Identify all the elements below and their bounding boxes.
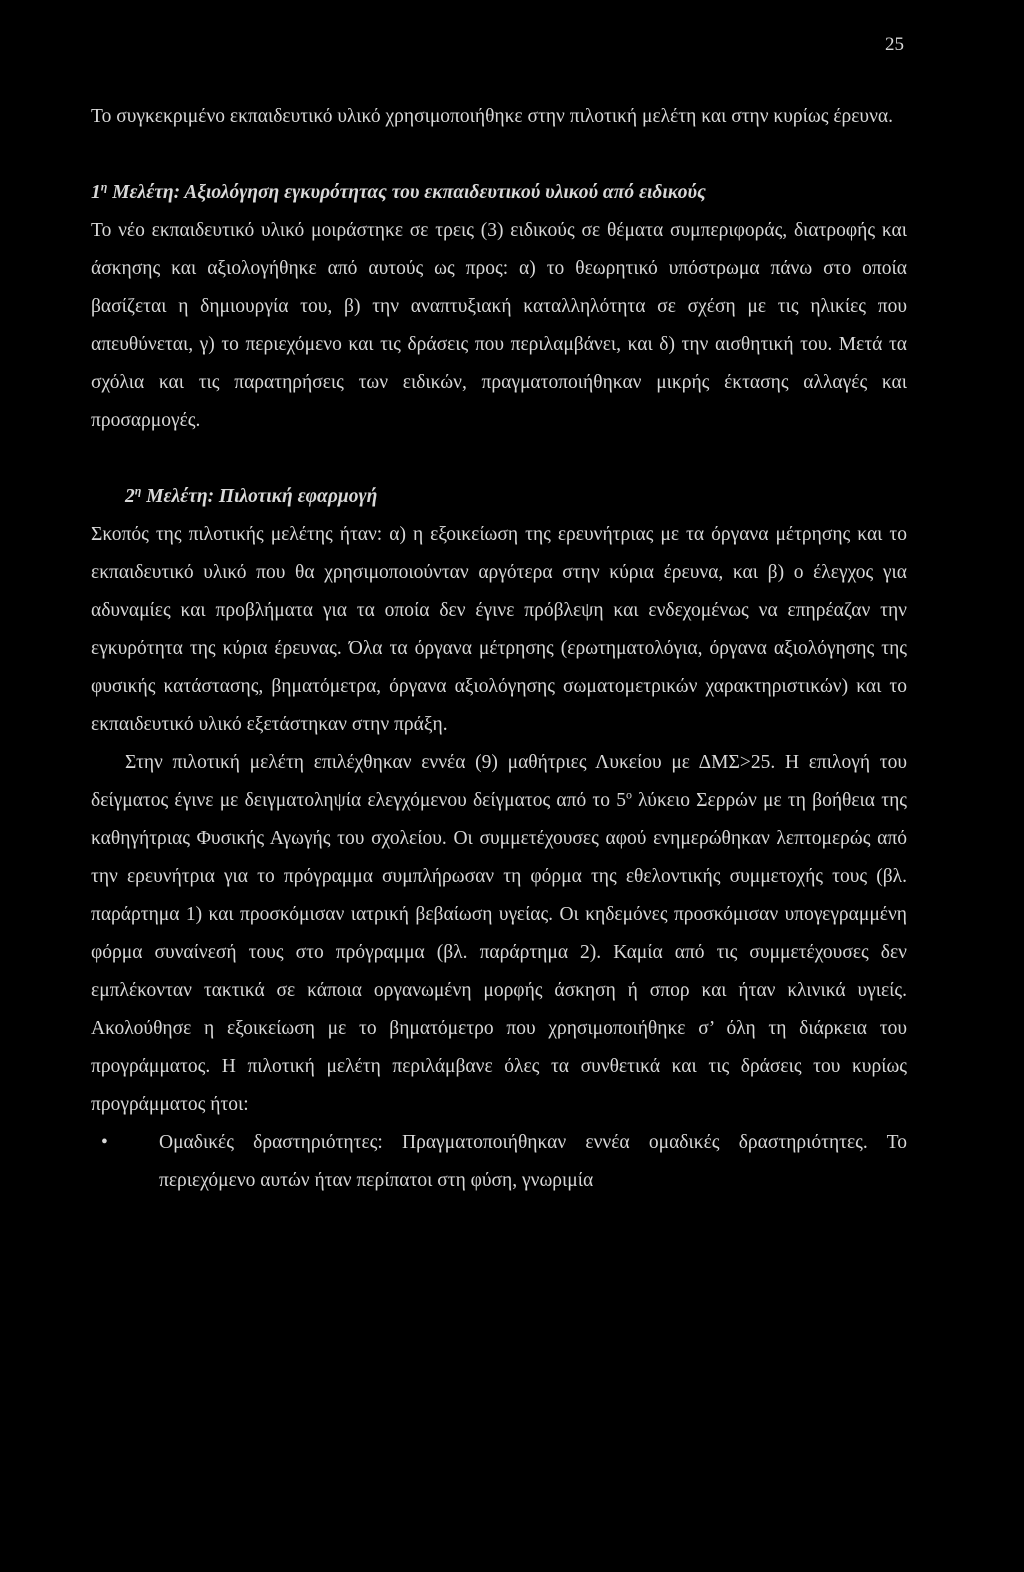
study2-number: 2 xyxy=(125,486,135,507)
list-item xyxy=(91,1124,907,1200)
study2-title: Μελέτη: Πιλοτική εφαρμογή xyxy=(141,486,378,507)
page-number: 25 xyxy=(885,34,904,55)
bullet-icon: • xyxy=(101,1132,108,1153)
study1-paragraph: Το νέο εκπαιδευτικό υλικό μοιράστηκε σε τρεις (3) ειδικούς σε θέματα συμπεριφοράς, διατροφής και άσκησης και αξιολογήθηκε από αυτούς ως προς: α) το θεωρητικό υπόστρωμα πάνω στο οποία βασίζεται η δημιουργία του, β) την αναπτυξιακή καταλληλότητα σε σχέση με τις ηλικίες που απευθύνεται, γ) το περιεχόμενο και τις δράσεις που περιλαμβάνει, και δ) την αισθητική του. Μετά τα σχόλια και τις παρατηρήσεις των ειδικών, πραγματοποιήθηκαν μικρής έκτασης αλλαγές και προσαρμογές. xyxy=(91,220,907,431)
intro-paragraph: Το συγκεκριμένο εκπαιδευτικό υλικό χρησιμοποιήθηκε στην πιλοτική μελέτη και στην κυρίως έρευνα. xyxy=(91,106,893,127)
study1-title: Μελέτη: Αξιολόγηση εγκυρότητας του εκπαιδευτικού υλικού από ειδικούς xyxy=(107,182,706,203)
study2-paragraph-2-part-b: λύκειο Σερρών με τη βοήθεια της καθηγήτριας Φυσικής Αγωγής του σχολείου. Οι συμμετέχουσες αφού ενημερώθηκαν λεπτομερώς από την ερευνήτρια για το πρόγραμμα συμπλήρωσαν τη φόρμα της εθελοντικής συμμετοχής τους (βλ. παράρτημα 1) και προσκόμισαν ιατρική βεβαίωση υγείας. Οι κηδεμόνες προσκόμισαν υπογεγραμμένη φόρμα συναίνεσή τους στο πρόγραμμα (βλ. παράρτημα 2). Καμία από τις συμμετέχουσες δεν εμπλέκονταν τακτικά σε κάποια οργανωμένη μορφής άσκηση ή σπορ και ήταν κλινικά υγιείς. Ακολούθησε η εξοικείωση με το βηματόμετρο που χρησιμοποιήθηκε σ’ όλη τη διάρκεια του προγράμματος. Η πιλοτική μελέτη περιλάμβανε όλες τα συνθετικά και τις δράσεις του κυρίως προγράμματος ήτοι: xyxy=(91,790,907,1115)
study2-paragraph-1: Σκοπός της πιλοτικής μελέτης ήταν: α) η εξοικείωση της ερευνήτριας με τα όργανα μέτρησης και το εκπαιδευτικό υλικό που θα χρησιμοποιούνταν αργότερα στην κύρια έρευνα, και β) ο έλεγχος για αδυναμίες και προβλήματα για τα οποία δεν έγινε πρόβλεψη και ενδεχομένως να επηρέαζαν την εγκυρότητα της κύρια έρευνας. Όλα τα όργανα μέτρησης (ερωτηματολόγια, όργανα αξιολόγησης της φυσικής κατάστασης, βηματόμετρα, όργανα αξιολόγησης σωματομετρικών χαρακτηριστικών) και το εκπαιδευτικό υλικό εξετάστηκαν στην πράξη. xyxy=(91,524,907,735)
study2-heading xyxy=(91,478,907,516)
study2-paragraph-2-part-a: Στην πιλοτική μελέτη επιλέχθηκαν εννέα (9) μαθήτριες Λυκείου με ΔΜΣ>25. Η επιλογή του δείγματος έγινε με δειγματοληψία ελεγχόμενου δείγματος από το 5 xyxy=(91,752,907,811)
study2-ordinal: η xyxy=(134,483,142,498)
list-item-text: Ομαδικές δραστηριότητες: Πραγματοποιήθηκαν εννέα ομαδικές δραστηριότητες. Το περιεχόμενο αυτών ήταν περίπατοι στη φύση, γνωριμία xyxy=(159,1132,907,1191)
study1-ordinal: η xyxy=(100,179,108,194)
bullet-list xyxy=(91,1124,907,1200)
study1-number: 1 xyxy=(91,182,101,203)
page-content xyxy=(91,98,907,1200)
ordinal-superscript: ο xyxy=(625,787,632,802)
study2-paragraph-2 xyxy=(91,744,907,1124)
study1-heading xyxy=(91,174,907,212)
